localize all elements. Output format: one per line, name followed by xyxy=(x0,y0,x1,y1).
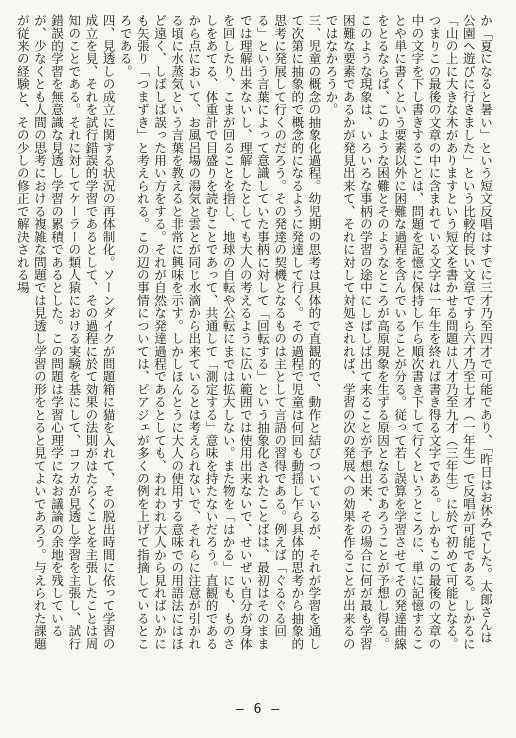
body-text: か「夏になると暑い」という短文反唱はすでに三才乃至四才で可能であり、「昨日はお休みでした。太郎さんは公園へ遊びに行きました」という比較的長い文章ですら六才乃至七才（一年生）で反唱が可能である。しかるに「山の上に大きな木がありますという短文を書かせる問題は八才乃至九才（三年生）に於て初めて可能となる。つまりこの最後の文章の中に含まれている文字は一年生を終れば書き得る文字である。しかもこの最後の文章の中の文字を下し書きすることは、問題を記憶に保持し乍ら順次書き下して行くというところに、単に記憶することや単に書くという要素以外に困難な過程を含んでいることが分る。従って若し誤算を学習させてその発達曲線をとるならば、このような困難とそのようなところが高原現象を生ずる原因となるであろうことが予想し得る。このような現象は、いろいろな事柄の学習の途中にしばしば出て来ることが予想出来、その場合に何が最も学習困難な要素であるかが発見出来て、それに対して対処されれば、学習の次の発展への効果を作ることが出来るのではなかろうか。 三、児童の概念の抽象化過程。幼児期の思考は具体的で直観的で、動作と結びついているが、それが学習を通して次第に抽象的で概念的になるように発達して行く。その過程で児童は何回も動揺し乍ら具体的思考から抽象的思考に発展して行くのだろう。その発達の契機となるものは主として言語の習得である。例えば「ぐるぐる回る」という言葉によって意識していた事柄に対して「回転する」という抽象化されたことばは、最初はそのままでは理解出来ないし、理解したとしても大人の考えるように広い範囲では使用出来ないで、せいぜい自分が身体を回したり、こまが回ることを指し、地球の自転や公転にまでは拡大しない。また物を「はかる」にも、ものさしをあてる、体重計で目盛りを読むことであって、共通して「測定する」意味を持たないだろう。直観的であるから点において、お風呂場の湯気と雲とが同じ水滴から出来ているとは考えられないで、それらに注意が引かれる頃に水蒸気という言葉を教えると非常に興味を示す。しかしほんとうに大人の使用する意味での用語法にはほど遠く、しばしば誤った用い方をする。それが自然な発達過程であるとしても、われわれ大人から見ればいかにも矢張り「つまずき」と考えられる。この辺の事情については、ピアジェが多くの例を上げて指摘しているところである。 四、見透しの成立に関する状況の再体制化。ソーンダイクが問題箱に猫を入れて、その脱出時間に依って学習の成立を見、それを試行錯誤的学習であるとして、その過程に於て効果の法則がはたらくことを主張したことは周知のことである。それに対してケーラーの類人猿における実験を基にして、コフカが見透し学習を主張し、試行錯誤的学習を無意識な見透し学習の累積であるとした。この問題は学習心理学になお議論の余地を残しているが、少なくとも人間の思考における複雑な問題では見透し学習の形をとると見てよいであろう。与えられた課題が従来の経験と、その少しの修正で解決される場 xyxy=(14,14,493,650)
page-number: — 6 — xyxy=(235,702,281,717)
